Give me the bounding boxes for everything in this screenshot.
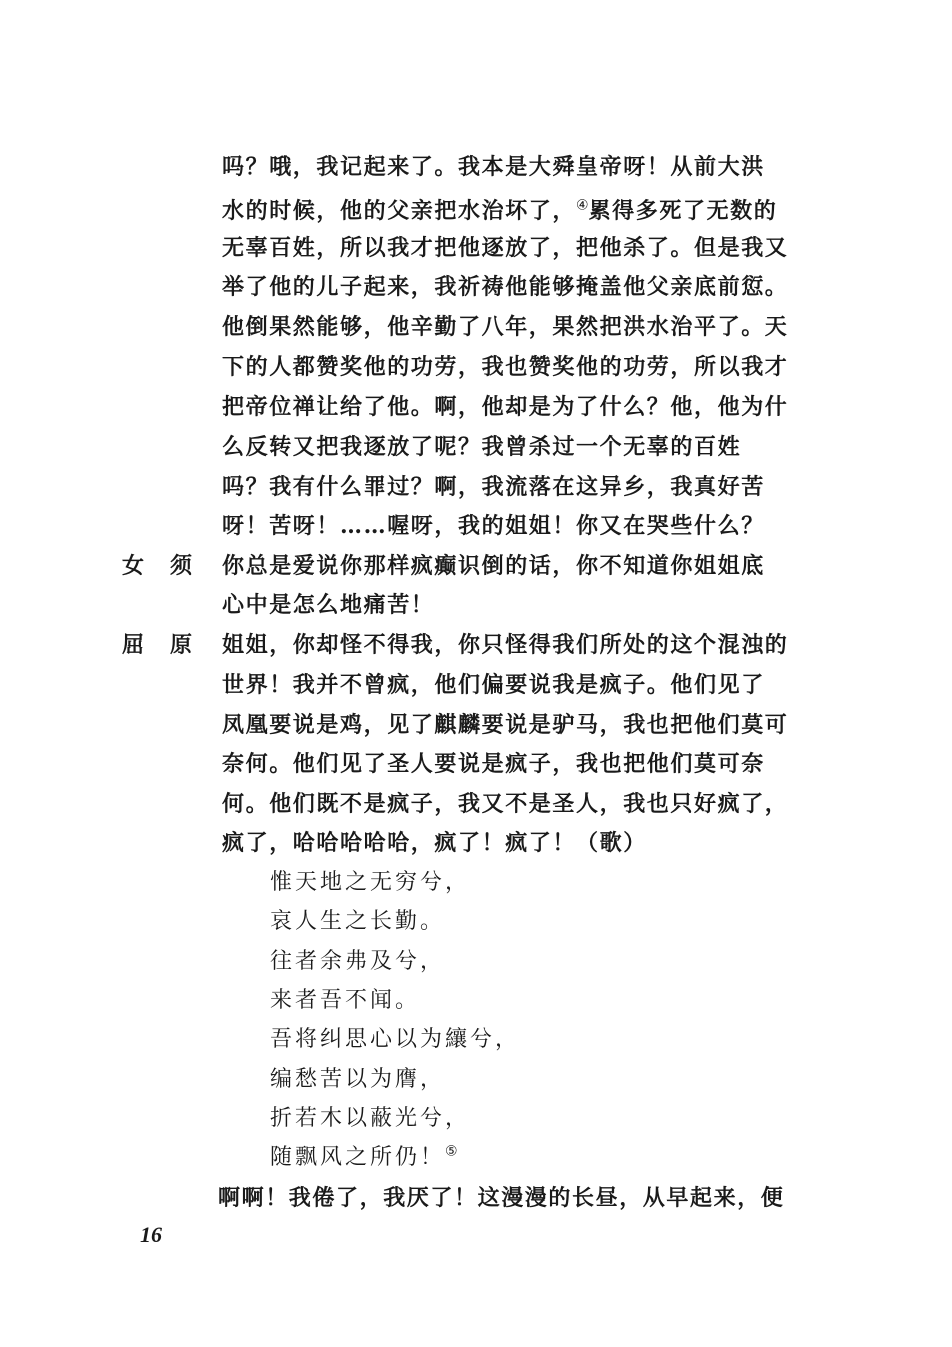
text-line: 你总是爱说你那样疯癫识倒的话，你不知道你姐姐底	[222, 553, 765, 579]
text-line: 心中是怎么地痛苦！	[222, 592, 435, 618]
footnote-marker: ④	[576, 197, 589, 214]
text-line: 无辜百姓，所以我才把他逐放了，把他杀了。但是我又	[222, 235, 789, 261]
text-segment: 水的时候，他的父亲把水治坏了，	[222, 198, 577, 224]
page-number: 16	[140, 1222, 162, 1247]
text-line: 么反转又把我逐放了呢？我曾杀过一个无辜的百姓	[222, 434, 742, 460]
verse-line: 编愁苦以为膺，	[270, 1067, 446, 1092]
verse-line: 惟天地之无穷兮，	[270, 870, 471, 895]
text-line: 何。他们既不是疯子，我又不是圣人，我也只好疯了，	[222, 791, 789, 817]
text-line: 吗？哦，我记起来了。我本是大舜皇帝呀！从前大洪	[222, 154, 765, 180]
footnote-marker: ⑤	[445, 1143, 458, 1160]
text-line: 啊啊！我倦了，我厌了！这漫漫的长昼，从早起来，便	[218, 1185, 785, 1211]
verse-line: 来者吾不闻。	[270, 988, 421, 1013]
verse-line: 吾将纠思心以为纕兮，	[270, 1027, 521, 1052]
speaker-name: 屈原	[122, 632, 219, 658]
text-line: 举了他的儿子起来，我祈祷他能够掩盖他父亲底前愆。	[222, 274, 789, 300]
text-line: 他倒果然能够，他辛勤了八年，果然把洪水治平了。天	[222, 314, 789, 340]
text-line: 世界！我并不曾疯，他们偏要说我是疯子。他们见了	[222, 672, 765, 698]
verse-line: 往者余弗及兮，	[270, 949, 446, 974]
text-segment: 随飘风之所仍！	[270, 1145, 446, 1170]
text-line: 疯了，哈哈哈哈哈，疯了！疯了！（歌）	[222, 830, 647, 856]
speaker-name: 女须	[122, 553, 219, 579]
text-line: 下的人都赞奖他的功劳，我也赞奖他的功劳，所以我才	[222, 354, 789, 380]
text-line: 呀！苦呀！……喔呀，我的姐姐！你又在哭些什么？	[222, 513, 765, 539]
text-line: 奈何。他们见了圣人要说是疯子，我也把他们莫可奈	[222, 751, 765, 777]
verse-line	[270, 1143, 458, 1173]
text-line: 把帝位禅让给了他。啊，他却是为了什么？他，他为什	[222, 394, 789, 420]
text-segment: 累得多死了无数的	[588, 198, 778, 224]
verse-line: 折若木以蔽光兮，	[270, 1106, 471, 1131]
verse-line: 哀人生之长勤。	[270, 909, 446, 934]
text-line	[222, 196, 777, 226]
text-line: 吗？我有什么罪过？啊，我流落在这异乡，我真好苦	[222, 474, 765, 500]
text-line: 姐姐，你却怪不得我，你只怪得我们所处的这个混浊的	[222, 632, 789, 658]
text-line: 凤凰要说是鸡，见了麒麟要说是驴马，我也把他们莫可	[222, 712, 789, 738]
